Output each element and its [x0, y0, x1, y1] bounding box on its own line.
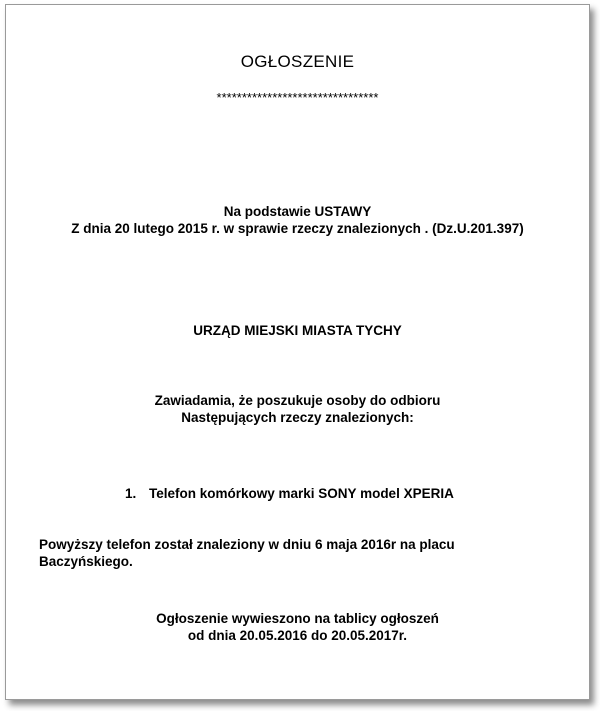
list-item-text: Telefon komórkowy marki SONY model XPERIA [149, 486, 454, 501]
posting-line1: Ogłoszenie wywieszono na tablicy ogłoszeń [156, 611, 439, 626]
document-page [5, 4, 590, 700]
found-info-line2: Baczyńskiego. [39, 554, 133, 569]
posting-line2: od dnia 20.05.2016 do 20.05.2017r. [187, 628, 408, 643]
posting-info [6, 610, 589, 644]
authority-name: URZĄD MIEJSKI MIASTA TYCHY [193, 323, 402, 338]
found-info-line1: Powyższy telefon został znaleziony w dniu 6 maja 2016r na placu [39, 537, 455, 552]
notice-text [6, 392, 589, 426]
found-info [39, 536, 569, 570]
separator-stars: ******************************** [216, 90, 379, 105]
legal-basis [6, 203, 589, 237]
list-item [125, 485, 454, 502]
list-item-number: 1. [125, 486, 137, 501]
notice-line1: Zawiadamia, że poszukuje osoby do odbioru [154, 393, 441, 408]
legal-basis-line1: Na podstawie USTAWY [223, 204, 372, 219]
page-title: OGŁOSZENIE [240, 52, 355, 71]
legal-basis-line2: Z dnia 20 lutego 2015 r. w sprawie rzeczy znalezionych . (Dz.U.201.397) [71, 221, 524, 236]
notice-line2: Następujących rzeczy znalezionych: [181, 410, 414, 425]
